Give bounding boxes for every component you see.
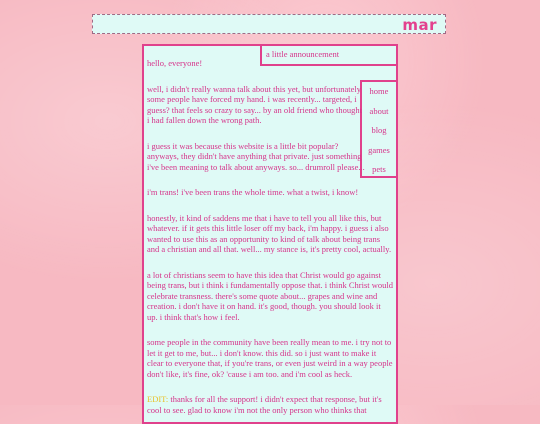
main-panel: [142, 44, 398, 424]
post-paragraph-1: well, i didn't really wanna talk about this yet, but unfortunately some people have forced my hand. i was recently... targeted, i guess? that feels so crazy to say... by an old friend who thought i had fallen down the wrong path.: [147, 83, 362, 125]
post-paragraph-5: a lot of christians seem to have this idea that Christ would go against being trans, but i think i fundamentally oppose that. i think Christ would celebrate transness. there's some quote about... grapes and wine and creation. i don't have it on hand. it's good, though. you should look it up. i think that's how i feel.: [147, 269, 394, 322]
post-greeting: hello, everyone!: [147, 58, 203, 68]
nav-item-home[interactable]: home: [369, 86, 389, 96]
edit-label: EDIT:: [147, 394, 169, 404]
nav-item-pets[interactable]: pets: [372, 164, 386, 174]
site-logo[interactable]: mar: [402, 16, 437, 34]
post-paragraph-6: some people in the community have been really mean to me. i try not to let it get to me, but... i don't know. this did. so i just want to make it clear to everyone that, if you're trans, or even just weird in a way people don't like, it's fine, ok? 'cause i am too. and i'm cool as heck.: [147, 337, 393, 379]
edit-text: thanks for all the support! i didn't expect that response, but it's cool to see. glad to know i'm not the only person who thinks that: [147, 394, 382, 415]
post-paragraph-4: honestly, it kind of saddens me that i have to tell you all like this, but whatever. if it gets this little loser off my back, i'm happy. i guess i also wanted to use this as an opportunity to kind of talk about being trans and a christian and all that. well... my stance is, it's pretty cool, actually.: [147, 212, 392, 254]
nav-item-games[interactable]: games: [368, 144, 390, 155]
post-paragraph-3: i'm trans! i've been trans the whole time. what a twist, i know!: [147, 187, 359, 197]
nav-item-about[interactable]: about: [369, 105, 389, 116]
announcement-title: a little announcement: [266, 49, 340, 59]
nav-item-blog[interactable]: blog: [371, 125, 387, 135]
nav-menu: [360, 80, 398, 178]
post-paragraph-2: i guess it was because this website is a little bit popular? anyways, they didn't have anything that private. just something i've been meaning to talk about anyways. so... drumroll please...: [147, 140, 365, 172]
header-banner: [92, 14, 446, 34]
